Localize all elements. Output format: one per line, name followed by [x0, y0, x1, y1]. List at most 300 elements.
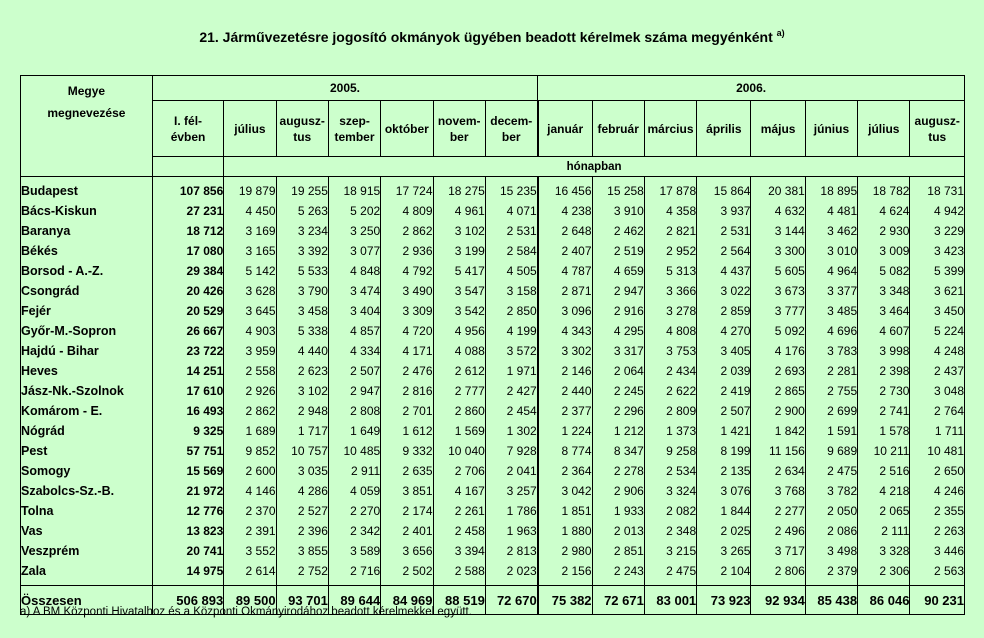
- table-row: [21, 177, 965, 202]
- cell-value: 3 572: [485, 341, 537, 361]
- cell-value: 2 370: [224, 501, 276, 521]
- cell-value: 2 296: [592, 401, 644, 421]
- cell-value: 1 302: [485, 421, 537, 441]
- cell-value: 4 956: [433, 321, 485, 341]
- cell-value: 2 634: [751, 461, 805, 481]
- cell-value: 1 578: [858, 421, 910, 441]
- cell-value: 1 649: [328, 421, 380, 441]
- cell-value: 5 263: [276, 201, 328, 221]
- cell-value: 4 848: [328, 261, 380, 281]
- cell-value: 2 111: [858, 521, 910, 541]
- cell-value: 5 202: [328, 201, 380, 221]
- cell-value: 27 231: [152, 201, 223, 221]
- cell-value: 2 407: [538, 241, 592, 261]
- cell-value: 3 144: [751, 221, 805, 241]
- county-name: Pest: [21, 441, 153, 461]
- cell-value: 85 438: [805, 586, 857, 615]
- county-name: Komárom - E.: [21, 401, 153, 421]
- cell-value: 3 199: [433, 241, 485, 261]
- cell-value: 2 270: [328, 501, 380, 521]
- cell-value: 17 724: [381, 177, 433, 202]
- cell-value: 2 434: [644, 361, 696, 381]
- cell-value: 8 774: [538, 441, 592, 461]
- cell-value: 3 717: [751, 541, 805, 561]
- cell-value: 3 394: [433, 541, 485, 561]
- cell-value: 3 328: [858, 541, 910, 561]
- cell-value: 14 251: [152, 361, 223, 381]
- cell-value: 3 404: [328, 301, 380, 321]
- cell-value: 4 942: [910, 201, 965, 221]
- cell-value: 2 764: [910, 401, 965, 421]
- title-text: 21. Járművezetésre jogosító okmányok ügyében beadott kérelmek száma megyénként: [199, 29, 773, 45]
- cell-value: 2 635: [381, 461, 433, 481]
- cell-value: 18 915: [328, 177, 380, 202]
- cell-value: 4 199: [485, 321, 537, 341]
- cell-value: 3 645: [224, 301, 276, 321]
- cell-value: 2 648: [538, 221, 592, 241]
- cell-value: 1 844: [697, 501, 751, 521]
- cell-value: 2 755: [805, 381, 857, 401]
- cell-value: 2 419: [697, 381, 751, 401]
- cell-value: 3 102: [276, 381, 328, 401]
- cell-value: 4 961: [433, 201, 485, 221]
- cell-value: 8 347: [592, 441, 644, 461]
- cell-value: 2 948: [276, 401, 328, 421]
- cell-value: 4 903: [224, 321, 276, 341]
- cell-value: 2 519: [592, 241, 644, 261]
- county-name: Győr-M.-Sopron: [21, 321, 153, 341]
- cell-value: 2 261: [433, 501, 485, 521]
- month-header-12: június: [805, 101, 857, 157]
- cell-value: 9 332: [381, 441, 433, 461]
- cell-value: 2 693: [751, 361, 805, 381]
- year-2005-header: 2005.: [152, 76, 537, 101]
- cell-value: 2 082: [644, 501, 696, 521]
- cell-value: 2 926: [224, 381, 276, 401]
- cell-value: 3 377: [805, 281, 857, 301]
- cell-value: 1 612: [381, 421, 433, 441]
- cell-value: 2 401: [381, 521, 433, 541]
- data-table: [20, 75, 965, 615]
- unit-header: hónapban: [224, 157, 965, 177]
- cell-value: 2 623: [276, 361, 328, 381]
- cell-value: 3 542: [433, 301, 485, 321]
- cell-value: 20 426: [152, 281, 223, 301]
- cell-value: 2 851: [592, 541, 644, 561]
- cell-value: 2 821: [644, 221, 696, 241]
- cell-value: 18 782: [858, 177, 910, 202]
- cell-value: 2 900: [751, 401, 805, 421]
- cell-value: 3 855: [276, 541, 328, 561]
- cell-value: 3 490: [381, 281, 433, 301]
- table-row: [21, 381, 965, 401]
- cell-value: 4 343: [538, 321, 592, 341]
- cell-value: 3 096: [538, 301, 592, 321]
- cell-value: 2 243: [592, 561, 644, 581]
- cell-value: 89 500: [224, 586, 276, 615]
- cell-value: 89 644: [328, 586, 380, 615]
- cell-value: 2 806: [751, 561, 805, 581]
- cell-value: 1 786: [485, 501, 537, 521]
- cell-value: 75 382: [538, 586, 592, 615]
- cell-value: 4 440: [276, 341, 328, 361]
- cell-value: 3 215: [644, 541, 696, 561]
- table-row: [21, 441, 965, 461]
- month-header-8: február: [592, 101, 644, 157]
- cell-value: 1 880: [538, 521, 592, 541]
- cell-value: 2 558: [224, 361, 276, 381]
- cell-value: 2 277: [751, 501, 805, 521]
- cell-value: 5 092: [751, 321, 805, 341]
- county-name: Veszprém: [21, 541, 153, 561]
- cell-value: 21 972: [152, 481, 223, 501]
- cell-value: 92 934: [751, 586, 805, 615]
- cell-value: 2 716: [328, 561, 380, 581]
- cell-value: 9 325: [152, 421, 223, 441]
- cell-value: 23 722: [152, 341, 223, 361]
- cell-value: 10 485: [328, 441, 380, 461]
- cell-value: 3 324: [644, 481, 696, 501]
- month-header-row: [21, 101, 965, 157]
- cell-value: 1 591: [805, 421, 857, 441]
- cell-value: 3 265: [697, 541, 751, 561]
- cell-value: 3 229: [910, 221, 965, 241]
- cell-value: 86 046: [858, 586, 910, 615]
- cell-value: 2 911: [328, 461, 380, 481]
- cell-value: 90 231: [910, 586, 965, 615]
- county-name: Budapest: [21, 177, 153, 202]
- cell-value: 18 731: [910, 177, 965, 202]
- cell-value: 2 440: [538, 381, 592, 401]
- cell-value: 2 516: [858, 461, 910, 481]
- cell-value: 3 158: [485, 281, 537, 301]
- cell-value: 4 809: [381, 201, 433, 221]
- cell-value: 2 462: [592, 221, 644, 241]
- cell-value: 2 588: [433, 561, 485, 581]
- table-row: [21, 341, 965, 361]
- cell-value: 1 689: [224, 421, 276, 441]
- cell-value: 3 165: [224, 241, 276, 261]
- cell-value: 3 010: [805, 241, 857, 261]
- cell-value: 2 023: [485, 561, 537, 581]
- cell-value: 3 937: [697, 201, 751, 221]
- cell-value: 4 176: [751, 341, 805, 361]
- cell-value: 18 712: [152, 221, 223, 241]
- cell-value: 4 295: [592, 321, 644, 341]
- county-name: Vas: [21, 521, 153, 541]
- cell-value: 2 809: [644, 401, 696, 421]
- cell-value: 14 975: [152, 561, 223, 581]
- cell-value: 1 373: [644, 421, 696, 441]
- cell-value: 2 437: [910, 361, 965, 381]
- cell-value: 3 302: [538, 341, 592, 361]
- cell-value: 2 906: [592, 481, 644, 501]
- cell-value: 15 235: [485, 177, 537, 202]
- cell-value: 3 102: [433, 221, 485, 241]
- cell-value: 4 071: [485, 201, 537, 221]
- cell-value: 5 224: [910, 321, 965, 341]
- cell-value: 73 923: [697, 586, 751, 615]
- page-title: [0, 28, 984, 45]
- cell-value: 15 569: [152, 461, 223, 481]
- cell-value: 3 783: [805, 341, 857, 361]
- cell-value: 4 632: [751, 201, 805, 221]
- cell-value: 3 423: [910, 241, 965, 261]
- cell-value: 3 250: [328, 221, 380, 241]
- table-row: [21, 421, 965, 441]
- table-row: [21, 201, 965, 221]
- month-header-2: augusz- tus: [276, 101, 328, 157]
- cell-value: 3 278: [644, 301, 696, 321]
- county-name: Zala: [21, 561, 153, 581]
- cell-value: 2 752: [276, 561, 328, 581]
- county-column-header: [21, 76, 153, 177]
- month-header-13: július: [858, 101, 910, 157]
- cell-value: 3 628: [224, 281, 276, 301]
- cell-value: 3 405: [697, 341, 751, 361]
- cell-value: 5 082: [858, 261, 910, 281]
- cell-value: 4 437: [697, 261, 751, 281]
- cell-value: 1 851: [538, 501, 592, 521]
- cell-value: 88 519: [433, 586, 485, 615]
- county-name: Fejér: [21, 301, 153, 321]
- cell-value: 3 348: [858, 281, 910, 301]
- cell-value: 1 224: [538, 421, 592, 441]
- cell-value: 12 776: [152, 501, 223, 521]
- cell-value: 26 667: [152, 321, 223, 341]
- county-name: Tolna: [21, 501, 153, 521]
- year-2006-header: 2006.: [538, 76, 965, 101]
- cell-value: 2 355: [910, 501, 965, 521]
- cell-value: 3 309: [381, 301, 433, 321]
- cell-value: 2 534: [644, 461, 696, 481]
- cell-value: 2 777: [433, 381, 485, 401]
- cell-value: 2 980: [538, 541, 592, 561]
- cell-value: 93 701: [276, 586, 328, 615]
- table-row: [21, 261, 965, 281]
- cell-value: 2 531: [697, 221, 751, 241]
- title-footnote-marker: a): [776, 28, 785, 38]
- county-name: Baranya: [21, 221, 153, 241]
- county-name: Összesen: [21, 586, 153, 615]
- table-header: [21, 76, 965, 177]
- cell-value: 2 377: [538, 401, 592, 421]
- cell-value: 2 496: [751, 521, 805, 541]
- month-header-10: április: [697, 101, 751, 157]
- cell-value: 4 270: [697, 321, 751, 341]
- cell-value: 506 893: [152, 586, 223, 615]
- cell-value: 2 871: [538, 281, 592, 301]
- cell-value: 3 589: [328, 541, 380, 561]
- cell-value: 2 146: [538, 361, 592, 381]
- cell-value: 2 600: [224, 461, 276, 481]
- cell-value: 3 048: [910, 381, 965, 401]
- cell-value: 17 610: [152, 381, 223, 401]
- month-header-4: október: [381, 101, 433, 157]
- cell-value: 1 212: [592, 421, 644, 441]
- table-row: [21, 541, 965, 561]
- table-row: [21, 501, 965, 521]
- cell-value: 2 041: [485, 461, 537, 481]
- cell-value: 2 813: [485, 541, 537, 561]
- cell-value: 4 808: [644, 321, 696, 341]
- cell-value: 2 701: [381, 401, 433, 421]
- cell-value: 15 258: [592, 177, 644, 202]
- cell-value: 4 238: [538, 201, 592, 221]
- county-name: Nógrád: [21, 421, 153, 441]
- cell-value: 2 622: [644, 381, 696, 401]
- cell-value: 3 753: [644, 341, 696, 361]
- cell-value: 20 741: [152, 541, 223, 561]
- table-row: [21, 461, 965, 481]
- cell-value: 1 971: [485, 361, 537, 381]
- cell-value: 2 135: [697, 461, 751, 481]
- cell-value: 4 059: [328, 481, 380, 501]
- cell-value: 2 527: [276, 501, 328, 521]
- cell-value: 2 379: [805, 561, 857, 581]
- month-header-5: novem- ber: [433, 101, 485, 157]
- cell-value: 5 142: [224, 261, 276, 281]
- footnote: a) A BM Központi Hivatalhoz és a Központi Okmányirodához beadott kérelmekkel együtt.: [20, 606, 472, 618]
- cell-value: 4 248: [910, 341, 965, 361]
- table-row: [21, 401, 965, 421]
- cell-value: 2 862: [381, 221, 433, 241]
- cell-value: 4 481: [805, 201, 857, 221]
- cell-value: 4 505: [485, 261, 537, 281]
- cell-value: 2 507: [697, 401, 751, 421]
- county-name: Somogy: [21, 461, 153, 481]
- cell-value: 2 531: [485, 221, 537, 241]
- cell-value: 3 790: [276, 281, 328, 301]
- month-header-3: szep- tember: [328, 101, 380, 157]
- cell-value: 2 614: [224, 561, 276, 581]
- cell-value: 5 417: [433, 261, 485, 281]
- cell-value: 4 286: [276, 481, 328, 501]
- cell-value: 2 699: [805, 401, 857, 421]
- cell-value: 2 454: [485, 401, 537, 421]
- cell-value: 2 947: [328, 381, 380, 401]
- table-row: [21, 561, 965, 581]
- cell-value: 3 035: [276, 461, 328, 481]
- cell-value: 2 816: [381, 381, 433, 401]
- blank-header-cell: [152, 157, 223, 177]
- table-row: [21, 481, 965, 501]
- cell-value: 4 964: [805, 261, 857, 281]
- cell-value: 2 584: [485, 241, 537, 261]
- table-row: [21, 321, 965, 341]
- cell-value: 2 396: [276, 521, 328, 541]
- cell-value: 2 278: [592, 461, 644, 481]
- cell-value: 4 659: [592, 261, 644, 281]
- cell-value: 72 670: [485, 586, 537, 615]
- cell-value: 107 856: [152, 177, 223, 202]
- cell-value: 3 768: [751, 481, 805, 501]
- cell-value: 3 317: [592, 341, 644, 361]
- cell-value: 2 065: [858, 501, 910, 521]
- cell-value: 4 246: [910, 481, 965, 501]
- cell-value: 2 563: [910, 561, 965, 581]
- cell-value: 10 040: [433, 441, 485, 461]
- table-row: [21, 281, 965, 301]
- cell-value: 2 860: [433, 401, 485, 421]
- cell-value: 2 507: [328, 361, 380, 381]
- month-header-9: március: [644, 101, 696, 157]
- county-header-line2: megnevezése: [47, 106, 126, 120]
- county-header-line1: Megye: [67, 84, 106, 98]
- cell-value: 3 446: [910, 541, 965, 561]
- cell-value: 3 656: [381, 541, 433, 561]
- cell-value: 57 751: [152, 441, 223, 461]
- cell-value: 5 533: [276, 261, 328, 281]
- cell-value: 2 064: [592, 361, 644, 381]
- cell-value: 2 808: [328, 401, 380, 421]
- cell-value: 2 263: [910, 521, 965, 541]
- cell-value: 2 013: [592, 521, 644, 541]
- county-name: Bács-Kiskun: [21, 201, 153, 221]
- cell-value: 2 850: [485, 301, 537, 321]
- table-row: [21, 221, 965, 241]
- cell-value: 3 392: [276, 241, 328, 261]
- table-body: [21, 177, 965, 615]
- cell-value: 29 384: [152, 261, 223, 281]
- cell-value: 10 757: [276, 441, 328, 461]
- county-name: Heves: [21, 361, 153, 381]
- cell-value: 2 564: [697, 241, 751, 261]
- cell-value: 4 624: [858, 201, 910, 221]
- cell-value: 20 529: [152, 301, 223, 321]
- cell-value: 2 612: [433, 361, 485, 381]
- cell-value: 2 502: [381, 561, 433, 581]
- cell-value: 13 823: [152, 521, 223, 541]
- cell-value: 2 952: [644, 241, 696, 261]
- cell-value: 2 427: [485, 381, 537, 401]
- cell-value: 3 547: [433, 281, 485, 301]
- table-row: [21, 361, 965, 381]
- cell-value: 4 696: [805, 321, 857, 341]
- cell-value: 5 399: [910, 261, 965, 281]
- cell-value: 2 862: [224, 401, 276, 421]
- cell-value: 84 969: [381, 586, 433, 615]
- cell-value: 2 245: [592, 381, 644, 401]
- cell-value: 9 258: [644, 441, 696, 461]
- cell-value: 2 706: [433, 461, 485, 481]
- cell-value: 2 398: [858, 361, 910, 381]
- cell-value: 4 787: [538, 261, 592, 281]
- cell-value: 4 171: [381, 341, 433, 361]
- cell-value: 4 358: [644, 201, 696, 221]
- cell-value: 3 458: [276, 301, 328, 321]
- cell-value: 5 313: [644, 261, 696, 281]
- month-header-11: május: [751, 101, 805, 157]
- cell-value: 3 366: [644, 281, 696, 301]
- cell-value: 3 485: [805, 301, 857, 321]
- cell-value: 2 741: [858, 401, 910, 421]
- cell-value: 3 300: [751, 241, 805, 261]
- cell-value: 3 009: [858, 241, 910, 261]
- cell-value: 2 650: [910, 461, 965, 481]
- cell-value: 3 450: [910, 301, 965, 321]
- cell-value: 2 039: [697, 361, 751, 381]
- cell-value: 4 792: [381, 261, 433, 281]
- month-header-0: I. fél- évben: [152, 101, 223, 157]
- cell-value: 2 086: [805, 521, 857, 541]
- cell-value: 4 334: [328, 341, 380, 361]
- cell-value: 2 391: [224, 521, 276, 541]
- cell-value: 3 022: [697, 281, 751, 301]
- cell-value: 16 456: [538, 177, 592, 202]
- cell-value: 3 474: [328, 281, 380, 301]
- cell-value: 5 338: [276, 321, 328, 341]
